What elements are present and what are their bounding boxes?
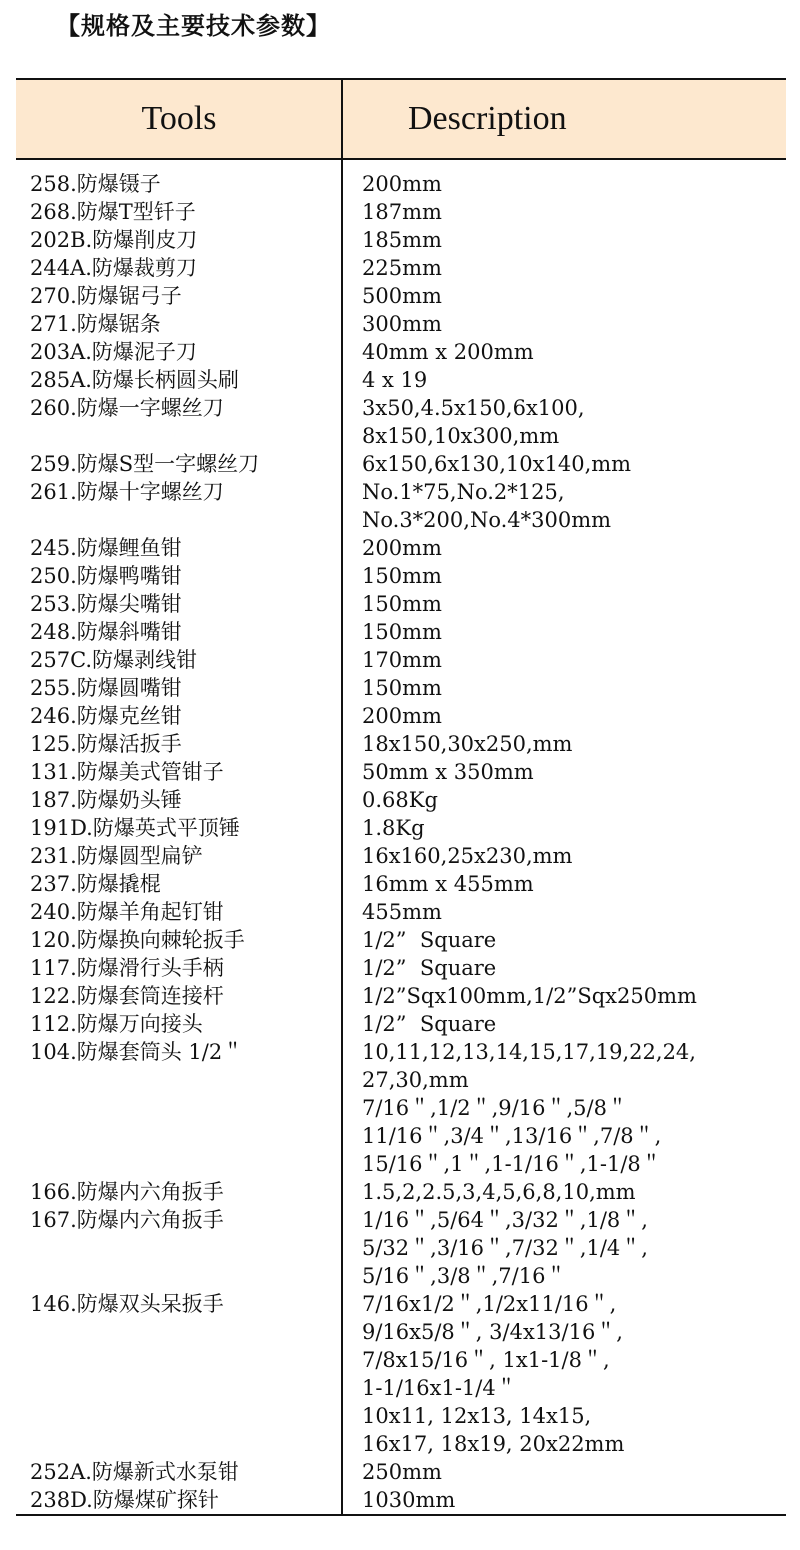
description-cell: 455mm — [362, 900, 442, 924]
description-cell: 4 x 19 — [362, 368, 428, 392]
description-cell: 10,11,12,13,14,15,17,19,22,24, 27,30,mm 7/16＂,1/2＂,9/16＂,5/8＂ 11/16＂,3/4＂,13/16＂,7/8＂, 15/16＂,1＂,1-1/16＂,1-1/8＂ — [362, 1040, 696, 1176]
table-row — [16, 1206, 786, 1290]
tool-name-cell: 191D.防爆英式平顶锤 — [30, 816, 240, 840]
tool-name-cell: 146.防爆双头呆扳手 — [30, 1292, 224, 1316]
description-cell: 1/2” Square — [362, 928, 497, 952]
table-row — [16, 1486, 786, 1514]
table-row — [16, 282, 786, 310]
description-cell: 200mm — [362, 536, 442, 560]
description-cell: 170mm — [362, 648, 442, 672]
table-row — [16, 198, 786, 226]
description-cell: 150mm — [362, 620, 442, 644]
table-row — [16, 702, 786, 730]
tool-name-cell: 120.防爆换向棘轮扳手 — [30, 928, 245, 952]
table-row — [16, 1458, 786, 1486]
table-row — [16, 786, 786, 814]
table-row — [16, 758, 786, 786]
tool-name-cell: 237.防爆撬棍 — [30, 872, 161, 896]
table-bottom-rule — [16, 1514, 786, 1516]
description-cell: 1/2” Square — [362, 956, 497, 980]
description-cell: 3x50,4.5x150,6x100, 8x150,10x300,mm — [362, 396, 585, 448]
tool-name-cell: 125.防爆活扳手 — [30, 732, 182, 756]
tool-name-cell: 166.防爆内六角扳手 — [30, 1180, 224, 1204]
tool-name-cell: 240.防爆羊角起钉钳 — [30, 900, 224, 924]
table-row — [16, 1178, 786, 1206]
description-cell: 1/16＂,5/64＂,3/32＂,1/8＂, 5/32＂,3/16＂,7/32＂,1/4＂, 5/16＂,3/8＂,7/16＂ — [362, 1208, 648, 1288]
description-cell: 200mm — [362, 704, 442, 728]
tool-name-cell: 258.防爆镊子 — [30, 172, 161, 196]
description-cell: 1.5,2,2.5,3,4,5,6,8,10,mm — [362, 1180, 636, 1204]
tool-name-cell: 260.防爆一字螺丝刀 — [30, 396, 224, 420]
description-cell: 185mm — [362, 228, 442, 252]
table-row — [16, 394, 786, 450]
tool-name-cell: 112.防爆万向接头 — [30, 1012, 203, 1036]
table-header — [16, 80, 786, 158]
table-row — [16, 478, 786, 534]
description-cell: 0.68Kg — [362, 788, 438, 812]
spec-table — [16, 78, 786, 1516]
tool-name-cell: 252A.防爆新式水泵钳 — [30, 1460, 239, 1484]
tool-name-cell: 268.防爆T型钎子 — [30, 200, 196, 224]
table-row — [16, 870, 786, 898]
table-row — [16, 562, 786, 590]
description-cell: 250mm — [362, 1460, 442, 1484]
table-row — [16, 1010, 786, 1038]
table-row — [16, 730, 786, 758]
tool-name-cell: 255.防爆圆嘴钳 — [30, 676, 182, 700]
table-body — [16, 170, 786, 1514]
header-description: Description — [408, 100, 567, 137]
section-title: 【规格及主要技术参数】 — [56, 11, 331, 40]
description-cell: 50mm x 350mm — [362, 760, 534, 784]
tool-name-cell: 131.防爆美式管钳子 — [30, 760, 224, 784]
description-cell: 1/2” Square — [362, 1012, 497, 1036]
table-row — [16, 898, 786, 926]
description-cell: 18x150,30x250,mm — [362, 732, 573, 756]
table-row — [16, 618, 786, 646]
table-row — [16, 674, 786, 702]
tool-name-cell: 246.防爆克丝钳 — [30, 704, 182, 728]
table-header-rule — [16, 158, 786, 160]
table-row — [16, 842, 786, 870]
description-cell: 40mm x 200mm — [362, 340, 534, 364]
table-row — [16, 926, 786, 954]
description-cell: 300mm — [362, 312, 442, 336]
table-row — [16, 590, 786, 618]
description-cell: 1.8Kg — [362, 816, 425, 840]
description-cell: 16x160,25x230,mm — [362, 844, 573, 868]
description-cell: 187mm — [362, 200, 442, 224]
table-row — [16, 814, 786, 842]
tool-name-cell: 203A.防爆泥子刀 — [30, 340, 197, 364]
table-row — [16, 170, 786, 198]
tool-name-cell: 261.防爆十字螺丝刀 — [30, 480, 224, 504]
tool-name-cell: 202B.防爆削皮刀 — [30, 228, 198, 252]
description-cell: 150mm — [362, 676, 442, 700]
table-row — [16, 450, 786, 478]
tool-name-cell: 238D.防爆煤矿探针 — [30, 1488, 219, 1512]
table-row — [16, 226, 786, 254]
table-row — [16, 310, 786, 338]
header-tools: Tools — [141, 100, 217, 137]
tool-name-cell: 244A.防爆裁剪刀 — [30, 256, 197, 280]
tool-name-cell: 257C.防爆剥线钳 — [30, 648, 198, 672]
tool-name-cell: 231.防爆圆型扁铲 — [30, 844, 203, 868]
table-row — [16, 534, 786, 562]
description-cell: 7/16x1/2＂,1/2x11/16＂, 9/16x5/8＂, 3/4x13/16＂, 7/8x15/16＂, 1x1-1/8＂, 1-1/16x1-1/4＂ 10x11, 12x13, 14x15, 16x17, 18x19, 20x22mm — [362, 1292, 625, 1456]
description-cell: 200mm — [362, 172, 442, 196]
description-cell: 1/2”Sqx100mm,1/2”Sqx250mm — [362, 984, 697, 1008]
tool-name-cell: 117.防爆滑行头手柄 — [30, 956, 224, 980]
table-row — [16, 366, 786, 394]
tool-name-cell: 253.防爆尖嘴钳 — [30, 592, 182, 616]
tool-name-cell: 270.防爆锯弓子 — [30, 284, 182, 308]
table-row — [16, 982, 786, 1010]
tool-name-cell: 167.防爆内六角扳手 — [30, 1208, 224, 1232]
table-row — [16, 1038, 786, 1178]
description-cell: 150mm — [362, 564, 442, 588]
tool-name-cell: 187.防爆奶头锤 — [30, 788, 182, 812]
table-row — [16, 646, 786, 674]
table-row — [16, 954, 786, 982]
tool-name-cell: 285A.防爆长柄圆头刷 — [30, 368, 239, 392]
tool-name-cell: 259.防爆S型一字螺丝刀 — [30, 452, 260, 476]
tool-name-cell: 248.防爆斜嘴钳 — [30, 620, 182, 644]
description-cell: 150mm — [362, 592, 442, 616]
description-cell: 6x150,6x130,10x140,mm — [362, 452, 632, 476]
description-cell: 16mm x 455mm — [362, 872, 534, 896]
description-cell: 225mm — [362, 256, 442, 280]
tool-name-cell: 122.防爆套筒连接杆 — [30, 984, 224, 1008]
table-row — [16, 1290, 786, 1458]
tool-name-cell: 271.防爆锯条 — [30, 312, 161, 336]
table-row — [16, 254, 786, 282]
description-cell: 1030mm — [362, 1488, 456, 1512]
description-cell: 500mm — [362, 284, 442, 308]
table-row — [16, 338, 786, 366]
description-cell: No.1*75,No.2*125, No.3*200,No.4*300mm — [362, 480, 612, 532]
tool-name-cell: 245.防爆鲤鱼钳 — [30, 536, 182, 560]
tool-name-cell: 104.防爆套筒头 1/2＂ — [30, 1040, 244, 1064]
tool-name-cell: 250.防爆鸭嘴钳 — [30, 564, 182, 588]
